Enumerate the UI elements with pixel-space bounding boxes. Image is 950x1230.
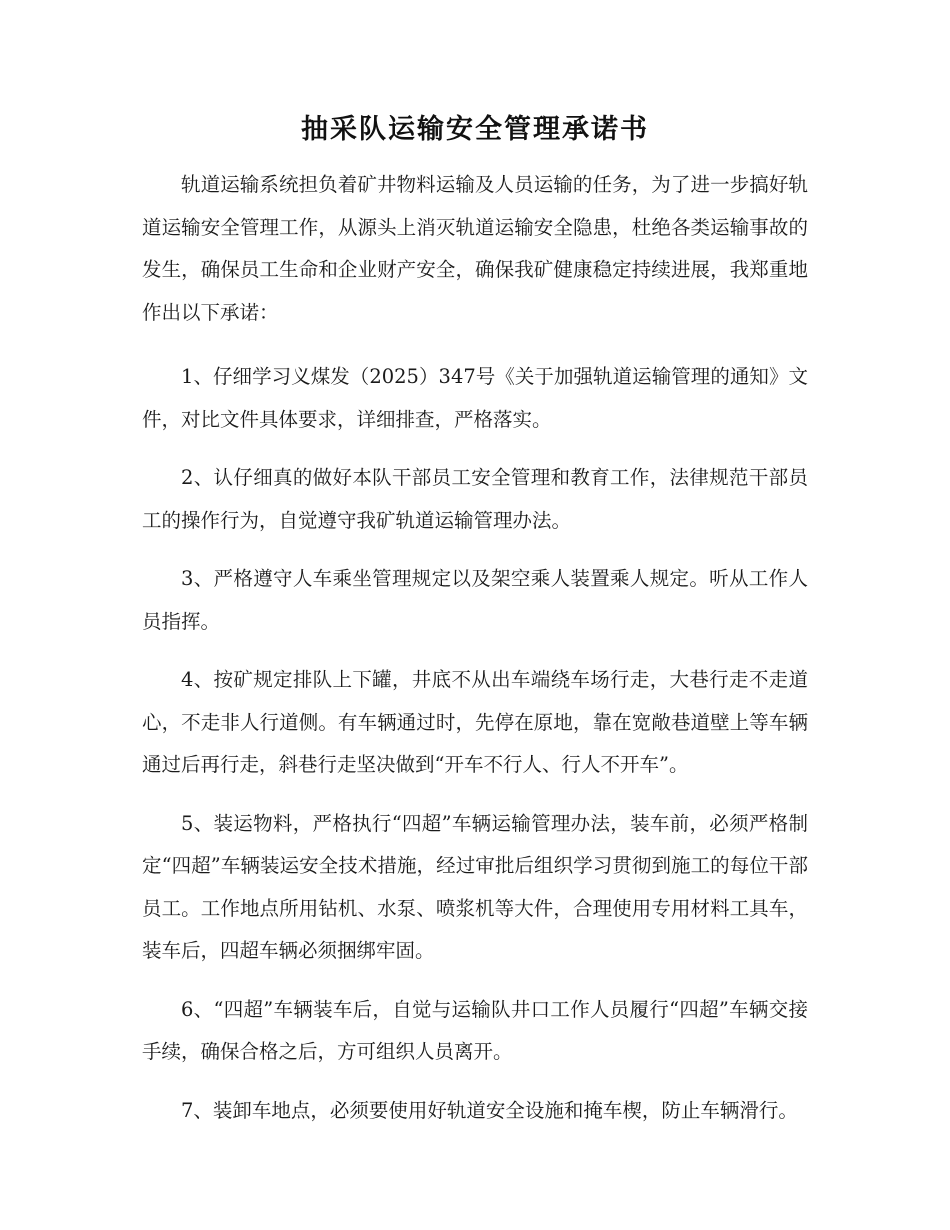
commitment-item-6: 6、“四超”车辆装车后，自觉与运输队井口工作人员履行“四超”车辆交接手续，确保合格之后，方可组织人员离开。	[142, 997, 808, 1063]
commitment-item-3: 3、严格遵守人车乘坐管理规定以及架空乘人装置乘人规定。听从工作人员指挥。	[142, 567, 808, 633]
commitment-item-2: 2、认仔细真的做好本队干部员工安全管理和教育工作，法律规范干部员工的操作行为，自觉遵守我矿轨道运输管理办法。	[142, 466, 808, 532]
commitment-item-4: 4、按矿规定排队上下罐，井底不从出车端绕车场行走，大巷行走不走道心，不走非人行道侧。有车辆通过时，先停在原地，靠在宽敞巷道壁上等车辆通过后再行走，斜巷行走坚决做到“开车不行人、行人不开车”。	[142, 668, 808, 776]
commitment-item-5: 5、装运物料，严格执行“四超”车辆运输管理办法，装车前，必须严格制定“四超”车辆装运安全技术措施，经过审批后组织学习贯彻到施工的每位干部员工。工作地点所用钻机、水泵、喷浆机等大件，合理使用专用材料工具车，装车后，四超车辆必须捆绑牢固。	[142, 811, 808, 962]
intro-paragraph: 轨道运输系统担负着矿井物料运输及人员运输的任务，为了进一步搞好轨道运输安全管理工作，从源头上消灭轨道运输安全隐患，杜绝各类运输事故的发生，确保员工生命和企业财产安全，确保我矿健康稳定持续进展，我郑重地作出以下承诺：	[142, 173, 808, 324]
commitment-item-1: 1、仔细学习义煤发（2025）347号《关于加强轨道运输管理的通知》文件，对比文件具体要求，详细排查，严格落实。	[142, 365, 808, 431]
document-title: 抽采队运输安全管理承诺书	[301, 114, 649, 145]
commitment-item-7: 7、装卸车地点，必须要使用好轨道安全设施和掩车楔，防止车辆滑行。	[181, 1098, 798, 1122]
document-page	[142, 110, 808, 1148]
